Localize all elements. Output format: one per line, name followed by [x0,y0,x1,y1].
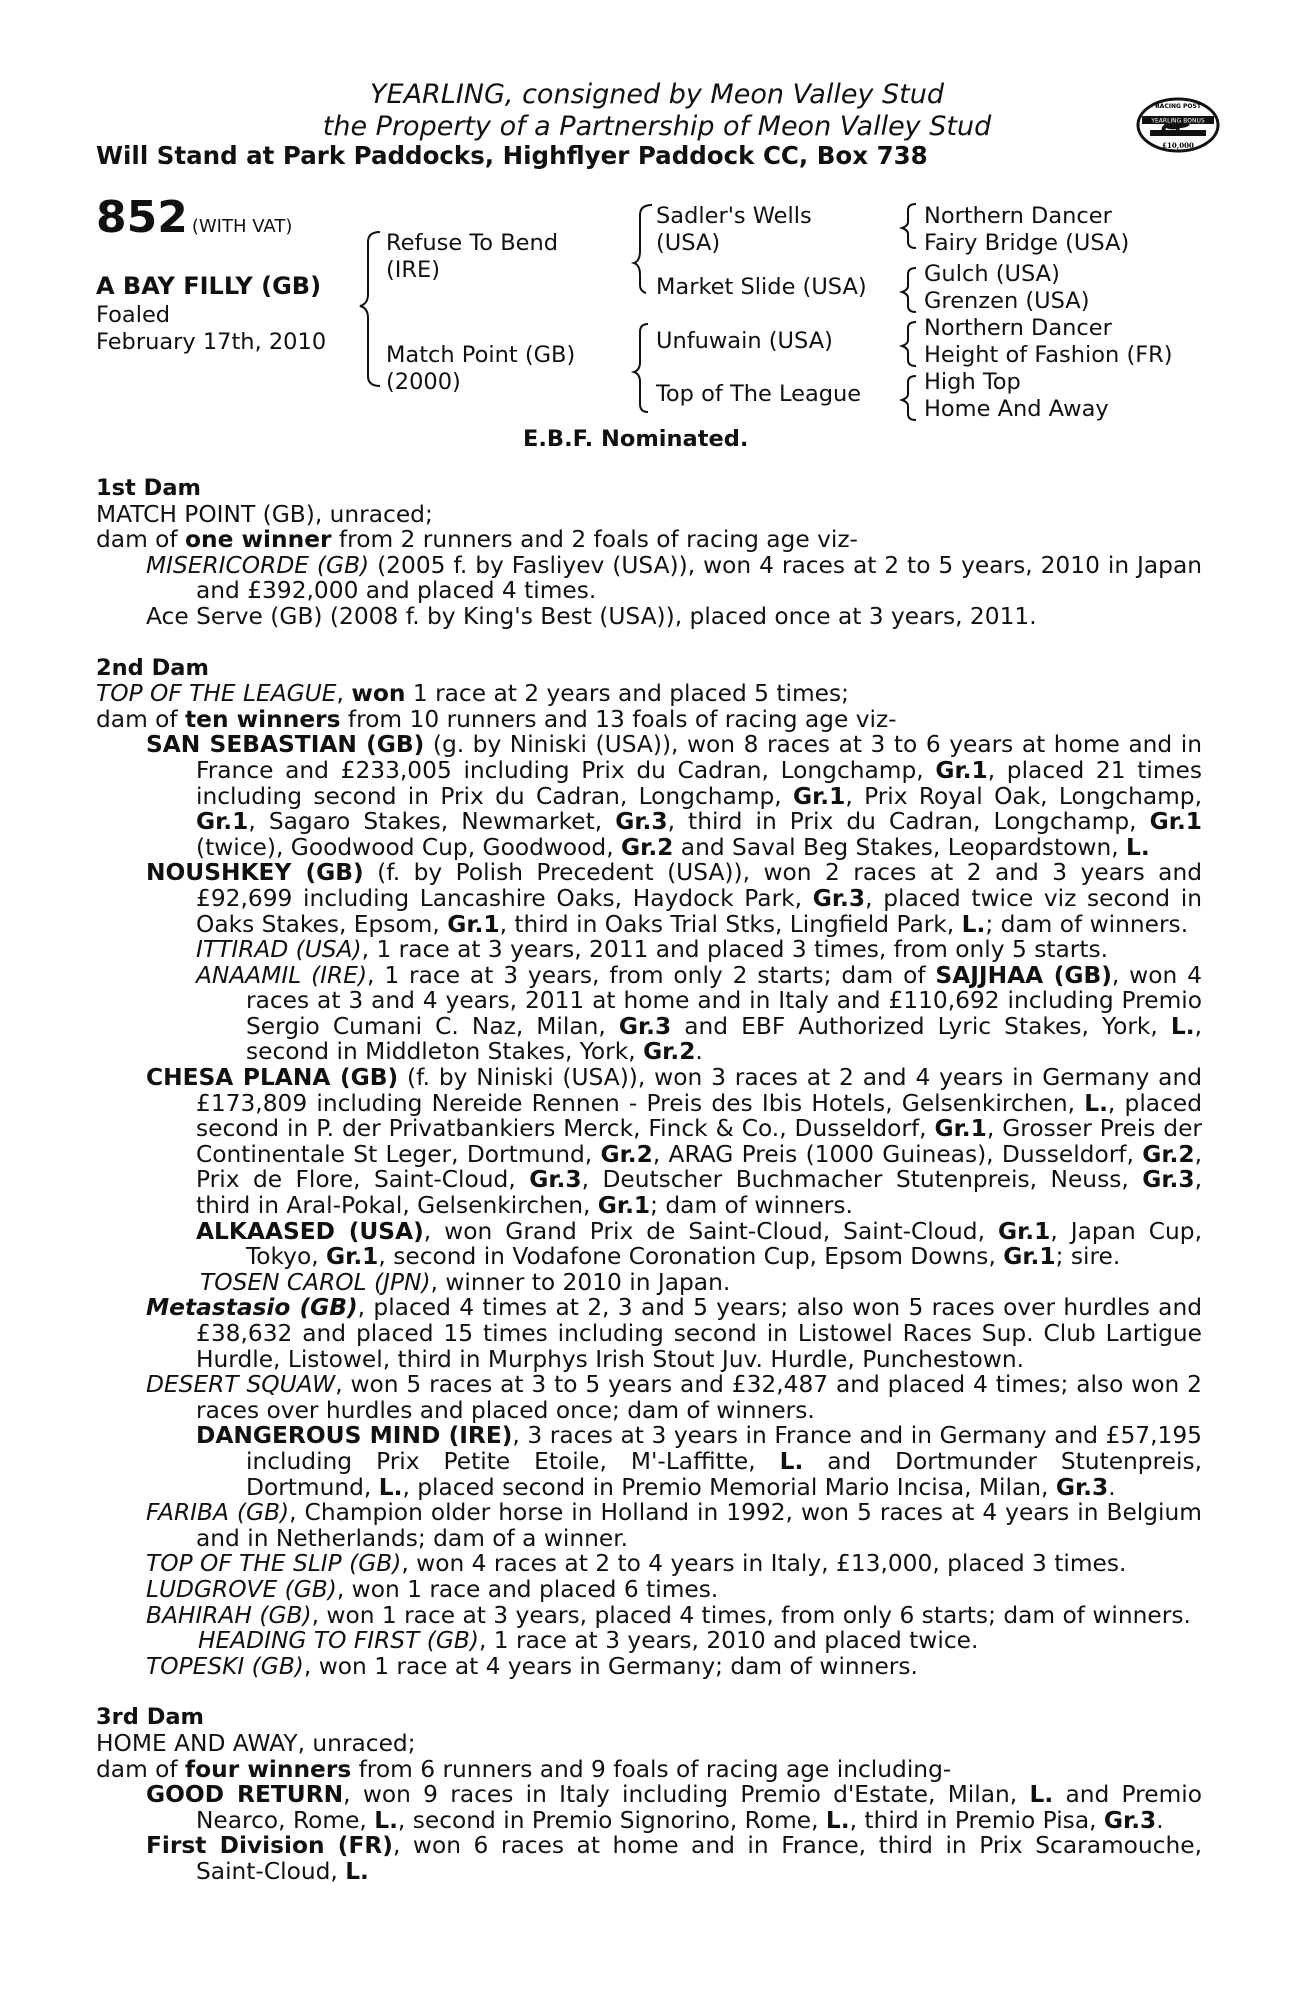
header-line-3: Will Stand at Park Paddocks, Highflyer Paddock CC, Box 738 [96,141,928,170]
ancestor-dsd: Height of Fashion (FR) [924,342,1173,368]
sire-dam: Market Slide (USA) [656,274,867,300]
ebf-nominated: E.B.F. Nominated. [523,426,749,452]
dam-sire: Unfuwain (USA) [656,328,833,354]
first-dam-line1: MATCH POINT (GB), unraced; [96,500,433,528]
vat-note: (WITH VAT) [191,216,293,237]
header-line-2: the Property of a Partnership of Meon Valley Stud [322,111,992,142]
entry-alkaased: ALKAASED (USA), won Grand Prix de Saint-Cloud, Saint-Cloud, Gr.1, Japan Cup, Tokyo, Gr.1, second in Vodafone Coronation Cup, Epsom Downs, Gr.1; sire. [196,1217,1202,1271]
entry-chesa-plana: CHESA PLANA (GB) (f. by Niniski (USA)), won 3 races at 2 and 4 years in Germany and £173,809 including Nereide Rennen - Preis des Ibis Hotels, Gelsenkirchen, L., placed second in P. der Privatbankiers Merck, Finck & Co., Dusseldorf, Gr.1, Grosser Preis der Continentale St Leger, Dortmund, Gr.2, ARAG Preis (1000 Guineas), Dusseldorf, Gr.2, Prix de Flore, Saint-Cloud, Gr.3, Deutscher Buchmacher Stutenpreis, Neuss, Gr.3, third in Aral-Pokal, Gelsenkirchen, Gr.1; dam of winners. [146,1064,1203,1220]
lot-title: A BAY FILLY (GB) [96,272,322,300]
entry-anaamil: ANAAMIL (IRE), 1 race at 3 years, from only 2 starts; dam of SAJJHAA (GB), won 4 races at 3 and 4 years, 2011 at home and in Italy and £110,692 including Premio Sergio Cumani C. Naz, Milan, Gr.3 and EBF Authorized Lyric Stakes, York, L., second in Middleton Stakes, York, Gr.2. [196,961,1202,1066]
ancestor-ddd: Home And Away [924,396,1109,422]
ancestor-ssd: Fairy Bridge (USA) [924,230,1130,256]
first-dam-entry-ace-serve: Ace Serve (GB) (2008 f. by King's Best (USA)), placed once at 3 years, 2011. [146,602,1037,630]
first-dam-entry-misericorde: MISERICORDE (GB) (2005 f. by Fasliyev (USA)), won 4 races at 2 to 5 years, 2010 in Japan and £392,000 and placed 4 times. [146,551,1202,605]
lot-number: 852 [96,192,188,243]
ancestor-dss: Northern Dancer [924,315,1112,341]
dam-year: (2000) [386,369,461,395]
sire-sire: Sadler's Wells [656,203,812,229]
badge-mid-text: YEARLING BONUS [1151,117,1205,125]
third-dam-line2: dam of four winners from 6 runners and 9 foals of racing age including- [96,1755,952,1783]
entry-first-division: First Division (FR), won 6 races at home and in France, third in Prix Scaramouche, Saint-Cloud, L. [146,1832,1202,1885]
ancestor-sdd: Grenzen (USA) [924,288,1090,314]
entry-dangerous-mind: DANGEROUS MIND (IRE), 3 races at 3 years in France and in Germany and £57,195 including Prix Petite Etoile, M'-Laffitte, L. and Dortmunder Stutenpreis, Dortmund, L., placed second in Premio Memorial Mario Incisa, Milan, Gr.3. [196,1422,1203,1501]
entry-ludgrove: LUDGROVE (GB), won 1 race and placed 6 times. [146,1575,719,1603]
ancestor-sss: Northern Dancer [924,203,1112,229]
second-dam-line2: dam of ten winners from 10 runners and 13 foals of racing age viz- [96,705,897,733]
badge-bottom-text: £10,000 [1162,141,1194,150]
foaled-date: February 17th, 2010 [96,329,327,355]
entry-desert-squaw: DESERT SQUAW, won 5 races at 3 to 5 years and £32,487 and placed 4 times; also won 2 races over hurdles and placed once; dam of winners. [146,1371,1202,1424]
catalogue-body [96,476,1202,1884]
entry-metastasio: Metastasio (GB), placed 4 times at 2, 3 and 5 years; also won 5 races over hurdles and £38,632 and placed 15 times including second in Listowel Races Sup. Club Lartigue Hurdle, Listowel, third in Murphys Irish Stout Juv. Hurdle, Punchestown. [146,1294,1203,1373]
entry-noushkey: NOUSHKEY (GB) (f. by Polish Precedent (USA)), won 2 races at 2 and 3 years and £92,699 including Lancashire Oaks, Haydock Park, Gr.3, placed twice viz second in Oaks Stakes, Epsom, Gr.1, third in Oaks Trial Stks, Lingfield Park, L.; dam of winners. [146,859,1203,938]
foaled-label: Foaled [96,302,171,328]
entry-fariba: FARIBA (GB), Champion older horse in Holland in 1992, won 5 races at 4 years in Belgium and in Netherlands; dam of a winner. [146,1499,1202,1552]
third-dam-line1: HOME AND AWAY, unraced; [96,1729,416,1757]
entry-ittirad: ITTIRAD (USA), 1 race at 3 years, 2011 and placed 3 times, from only 5 starts. [196,936,1108,964]
second-dam-line1: TOP OF THE LEAGUE, won 1 race at 2 years and placed 5 times; [96,680,849,708]
entry-tosen-carol: TOSEN CAROL (JPN), winner to 2010 in Japan. [200,1268,731,1296]
dam-dam: Top of The League [656,381,862,407]
sire-sire-country: (USA) [656,230,721,256]
first-dam-title: 1st Dam [96,475,201,501]
ancestor-dds: High Top [924,369,1021,395]
entry-heading-to-first: HEADING TO FIRST (GB), 1 race at 3 years, 2010 and placed twice. [198,1627,979,1655]
header-line-1: YEARLING, consigned by Meon Valley Stud [370,79,944,110]
sire-country: (IRE) [386,257,441,283]
sire-name: Refuse To Bend [386,230,559,256]
ancestor-sds: Gulch (USA) [924,261,1060,287]
third-dam-title: 3rd Dam [96,1704,204,1731]
entry-san-sebastian: SAN SEBASTIAN (GB) (g. by Niniski (USA)), won 8 races at 3 to 6 years at home and in France and £233,005 including Prix du Cadran, Longchamp, Gr.1, placed 21 times including second in Prix du Cadran, Longchamp, Gr.1, Prix Royal Oak, Longchamp, Gr.1, Sagaro Stakes, Newmarket, Gr.3, third in Prix du Cadran, Longchamp, Gr.1 (twice), Goodwood Cup, Goodwood, Gr.2 and Saval Beg Stakes, Leopardstown, L. [146,731,1203,861]
entry-topeski: TOPESKI (GB), won 1 race at 4 years in Germany; dam of winners. [146,1652,918,1680]
entry-good-return: GOOD RETURN, won 9 races in Italy including Premio d'Estate, Milan, L. and Premio Nearco, Rome, L., second in Premio Signorino, Rome, L., third in Premio Pisa, Gr.3. [146,1781,1203,1834]
badge-top-text: RACING POST [1155,103,1201,110]
dam-name: Match Point (GB) [386,342,576,368]
entry-bahirah: BAHIRAH (GB), won 1 race at 3 years, placed 4 times, from only 6 starts; dam of winners. [146,1601,1191,1629]
entry-top-of-the-slip: TOP OF THE SLIP (GB), won 4 races at 2 to 4 years in Italy, £13,000, placed 3 times. [146,1550,1127,1578]
second-dam-title: 2nd Dam [96,654,209,681]
first-dam-line2: dam of one winner from 2 runners and 2 foals of racing age viz- [96,526,858,554]
